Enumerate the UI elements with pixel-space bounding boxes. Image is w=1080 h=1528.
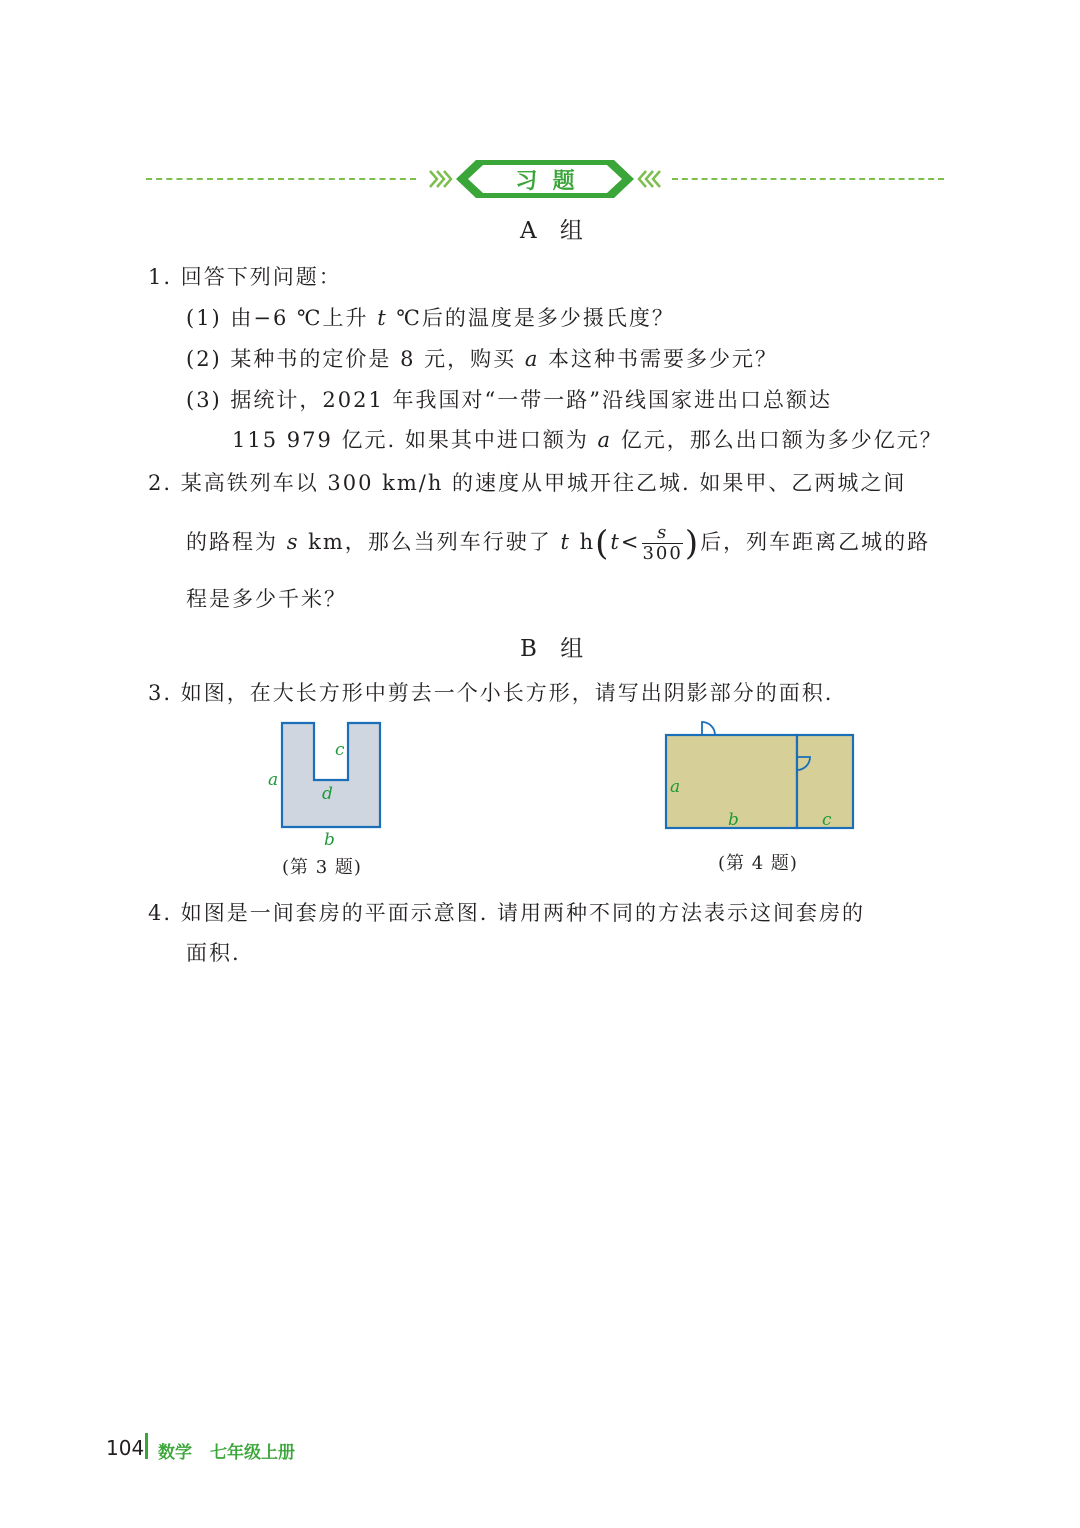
footer-subject: 数学	[158, 1443, 192, 1463]
q3-stem: 3. 如图，在大长方形中剪去一个小长方形，请写出阴影部分的面积.	[148, 681, 834, 705]
q3-label-d: d	[322, 784, 333, 804]
q1-part2: (2) 某种书的定价是 8 元，购买 a 本这种书需要多少元？	[186, 347, 779, 371]
footer-divider	[145, 1433, 148, 1459]
group-a-title: A 组	[520, 218, 591, 244]
q1-part3-line1: (3) 据统计，2021 年我国对“一带一路”沿线国家进出口总额达	[186, 388, 833, 412]
q2-line2: 的路程为 s km，那么当列车行驶了 t h(t< $\frac{s}{300}$ )后，列车距离乙城的路	[186, 522, 931, 564]
q2-line1: 2. 某高铁列车以 300 km/h 的速度从甲城开往乙城. 如果甲、乙两城之间	[148, 471, 907, 495]
q4-caption: (第 4 题)	[718, 853, 798, 874]
q3-figure	[260, 715, 400, 850]
q3-label-a: a	[268, 770, 279, 790]
fraction-s-over-300: $\frac{s}{300}$	[642, 522, 683, 564]
q2-line3: 程是多少千米？	[186, 587, 347, 611]
q3-shaded-region	[282, 723, 380, 827]
banner-dashed-line-right	[672, 178, 944, 180]
q1-part1: (1) 由−6 ℃上升 t ℃后的温度是多少摄氏度？	[186, 306, 675, 330]
q4-label-b: b	[728, 810, 739, 830]
q3-caption: (第 3 题)	[282, 857, 362, 878]
q1-part3-line2: 115 979 亿元. 如果其中进口额为 a 亿元，那么出口额为多少亿元？	[232, 428, 943, 452]
section-title: 习 题	[515, 169, 575, 194]
q1-stem: 1. 回答下列问题：	[148, 265, 342, 289]
q3-label-c: c	[335, 740, 345, 760]
footer-book: 七年级上册	[210, 1443, 295, 1463]
q4-figure	[655, 712, 865, 837]
q4-line2: 面积.	[186, 941, 241, 965]
door-arc-icon	[702, 722, 715, 735]
page-number: 104	[106, 1436, 145, 1460]
group-b-title: B 组	[520, 636, 592, 662]
banner-dashed-line-left	[146, 178, 416, 180]
q4-line1: 4. 如图是一间套房的平面示意图. 请用两种不同的方法表示这间套房的	[148, 901, 866, 925]
q4-label-a: a	[670, 777, 681, 797]
q4-label-c: c	[822, 810, 832, 830]
q3-label-b: b	[324, 830, 335, 850]
